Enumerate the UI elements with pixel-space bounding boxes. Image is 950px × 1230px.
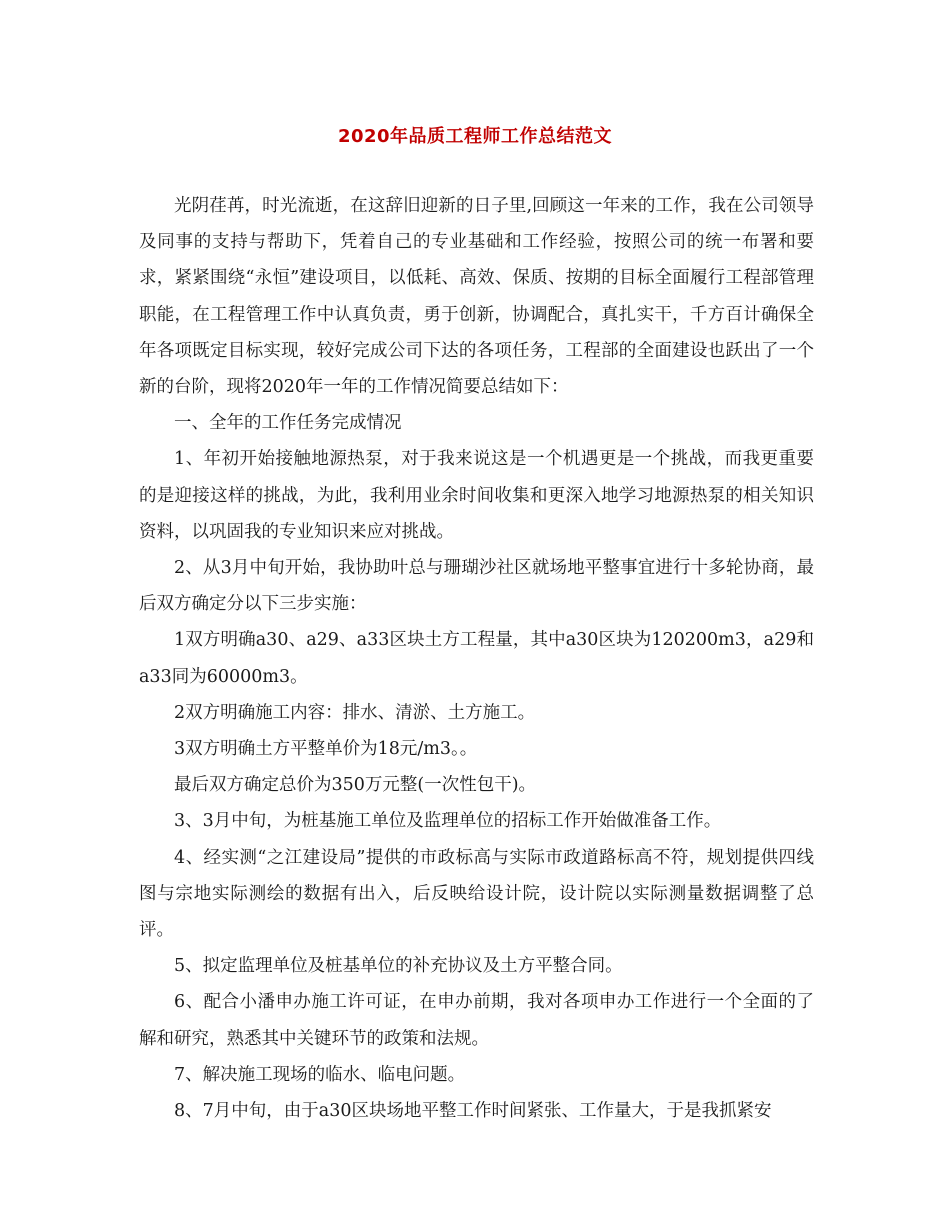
paragraph-item-4: 4、经实测“之江建设局”提供的市政标高与实际市政道路标高不符，规划提供四线图与宗地实际测绘的数据有出入，后反映给设计院，设计院以实际测量数据调整了总评。 [139, 847, 814, 941]
paragraph-intro: 光阴荏苒，时光流逝，在这辞旧迎新的日子里,回顾这一年来的工作，我在公司领导及同事的支持与帮助下，凭着自己的专业基础和工作经验，按照公司的统一布署和要求，紧紧围绕“永恒”建设项目，以低耗、高效、保质、按期的目标全面履行工程部管理职能，在工程管理工作中认真负责，勇于创新，协调配合，真扎实干，千方百计确保全年各项既定目标实现，较好完成公司下达的各项任务，工程部的全面建设也跃出了一个新的台阶，现将2020年一年的工作情况简要总结如下： [139, 196, 814, 398]
paragraph-subitem-2: 2双方明确施工内容：排水、清淤、土方施工。 [174, 702, 536, 723]
document-body [139, 188, 814, 1129]
paragraph-item-3: 3、3月中旬，为桩基施工单位及监理单位的招标工作开始做准备工作。 [174, 811, 722, 832]
paragraph-item-6: 6、配合小潘申办施工许可证，在申办前期，我对各项申办工作进行一个全面的了解和研究，熟悉其中关键环节的政策和法规。 [139, 992, 814, 1049]
document-title: 2020年品质工程师工作总结范文 [337, 126, 613, 147]
paragraph-item-8: 8、7月中旬，由于a30区块场地平整工作时间紧张、工作量大，于是我抓紧安 [174, 1101, 772, 1122]
paragraph-item-5: 5、拟定监理单位及桩基单位的补充协议及土方平整合同。 [174, 956, 623, 977]
paragraph-total-price: 最后双方确定总价为350万元整(一次性包干)。 [174, 775, 537, 796]
section-heading: 一、全年的工作任务完成情况 [174, 413, 402, 434]
paragraph-subitem-3: 3双方明确土方平整单价为18元/m3。。 [174, 739, 478, 760]
paragraph-item-7: 7、解决施工现场的临水、临电问题。 [174, 1064, 466, 1085]
paragraph-item-1: 1、年初开始接触地源热泵，对于我来说这是一个机遇更是一个挑战，而我更重要的是迎接这样的挑战，为此，我利用业余时间收集和更深入地学习地源热泵的相关知识资料，以巩固我的专业知识来应对挑战。 [139, 449, 814, 542]
paragraph-item-2: 2、从3月中旬开始，我协助叶总与珊瑚沙社区就场地平整事宜进行十多轮协商，最后双方确定分以下三步实施： [139, 558, 814, 615]
paragraph-subitem-1: 1双方明确a30、a29、a33区块土方工程量，其中a30区块为120200m3，a29和a33同为60000m3。 [139, 630, 814, 687]
